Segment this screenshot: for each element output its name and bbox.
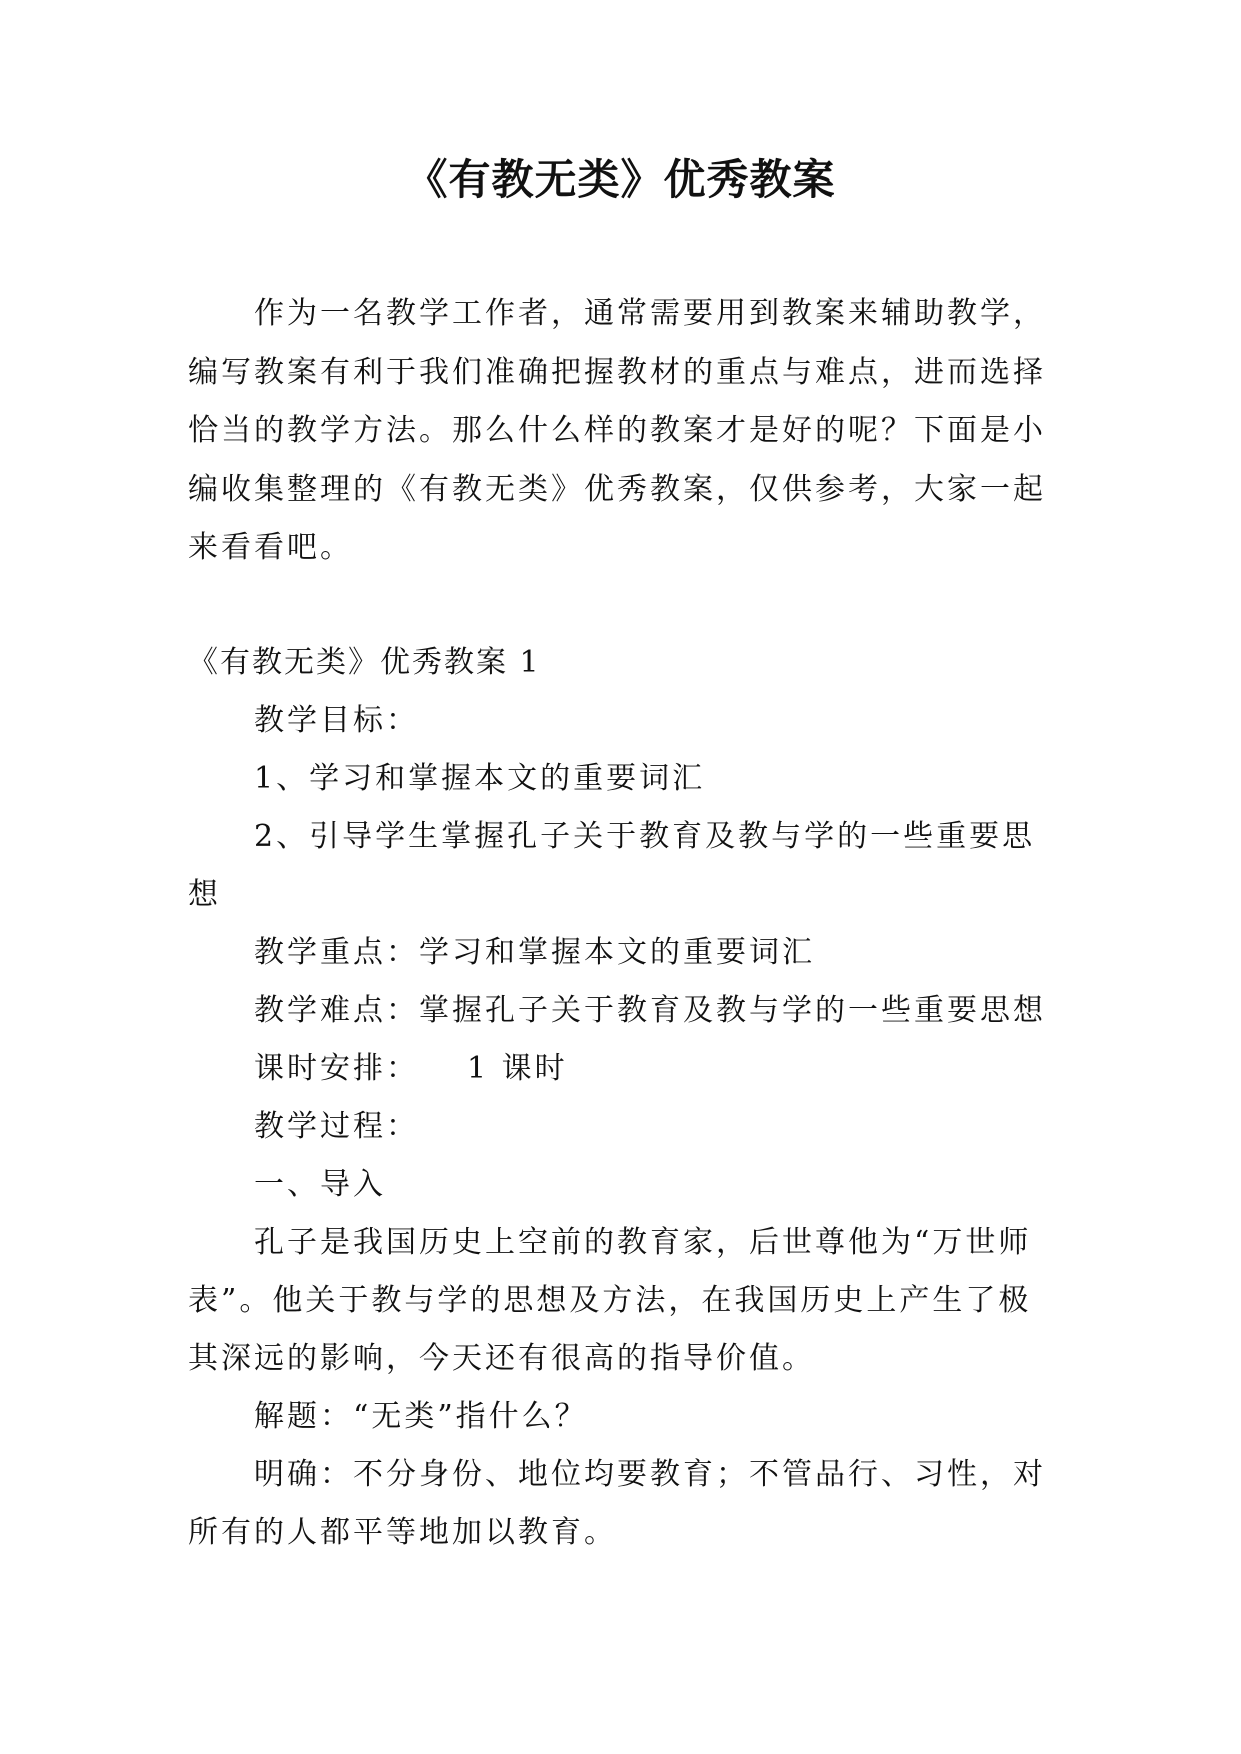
lesson-plan-section bbox=[188, 634, 1054, 1562]
explain-answer: 明确：不分身份、地位均要教育；不管品行、习性，对所有的人都平等地加以教育。 bbox=[188, 1457, 1046, 1550]
goals-label: 教学目标： bbox=[254, 703, 419, 738]
schedule-label: 课时安排： bbox=[254, 1051, 419, 1086]
schedule-line bbox=[188, 1040, 1054, 1098]
goal-item-1: 1、学习和掌握本文的重要词汇 bbox=[254, 761, 706, 796]
difficulty-point: 教学难点：掌握孔子关于教育及教与学的一些重要思想 bbox=[254, 993, 1046, 1028]
document-title: 《有教无类》优秀教案 bbox=[405, 155, 836, 204]
process-label: 教学过程： bbox=[254, 1109, 419, 1144]
goal-item-2: 2、引导学生掌握孔子关于教育及教与学的一些重要思想 bbox=[188, 819, 1036, 912]
key-point: 教学重点：学习和掌握本文的重要词汇 bbox=[254, 935, 815, 970]
step-1-heading: 一、导入 bbox=[254, 1167, 386, 1202]
schedule-value: 1 课时 bbox=[467, 1051, 568, 1086]
section-heading: 《有教无类》优秀教案 1 bbox=[188, 645, 541, 680]
intro-paragraph: 作为一名教学工作者，通常需要用到教案来辅助教学，编写教案有利于我们准确把握教材的重点与难点，进而选择恰当的教学方法。那么什么样的教案才是好的呢？下面是小编收集整理的《有教无类》优秀教案，仅供参考，大家一起来看看吧。 bbox=[188, 296, 1046, 565]
step-1-paragraph: 孔子是我国历史上空前的教育家，后世尊他为“万世师表”。他关于教与学的思想及方法，在我国历史上产生了极其深远的影响，今天还有很高的指导价值。 bbox=[188, 1225, 1032, 1376]
explain-question: 解题：“无类”指什么？ bbox=[254, 1399, 588, 1434]
